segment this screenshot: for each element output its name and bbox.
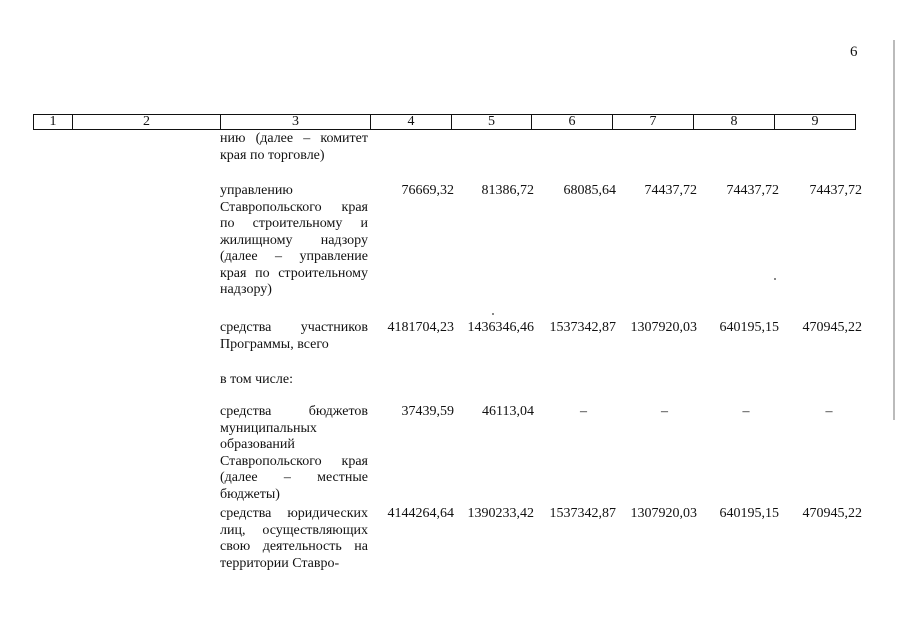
scan-mark (893, 40, 895, 420)
column-header-3: 3 (221, 115, 371, 130)
value-col-9: 470945,22 (802, 320, 862, 335)
row-description: нию (далее – комитет края по торговле) (220, 131, 368, 163)
column-header-8: 8 (694, 115, 775, 130)
column-header-1: 1 (34, 115, 73, 130)
value-col-7: – (661, 404, 668, 419)
value-col-7: 1307920,03 (630, 506, 697, 521)
value-col-7: 74437,72 (644, 183, 697, 198)
value-col-8: – (742, 404, 750, 419)
value-col-8: 640195,15 (719, 506, 779, 521)
value-col-6: 1537342,87 (549, 506, 616, 521)
value-col-8: 640195,15 (719, 320, 779, 335)
value-col-6: 1537342,87 (549, 320, 616, 335)
row-description: средства участников Программы, всего (220, 320, 368, 352)
value-col-9: – (825, 404, 833, 419)
value-col-9: 74437,72 (809, 183, 862, 198)
scan-mark (774, 278, 776, 280)
row-description: средства бюджетов муниципальных образований Ставропольского края (далее – местные бюджеты) (220, 404, 368, 502)
column-header-7: 7 (613, 115, 694, 130)
column-header-9: 9 (775, 115, 856, 130)
value-col-6: – (580, 404, 587, 419)
value-col-5: 81386,72 (481, 183, 534, 198)
value-col-4: 76669,32 (401, 183, 454, 198)
value-col-9: 470945,22 (802, 506, 862, 521)
column-number-header (33, 114, 856, 130)
page-number: 6 (850, 44, 858, 60)
value-col-5: 1436346,46 (467, 320, 534, 335)
column-header-4: 4 (371, 115, 452, 130)
value-col-4: 4181704,23 (387, 320, 454, 335)
value-col-6: 68085,64 (563, 183, 616, 198)
value-col-4: 4144264,64 (387, 506, 454, 521)
scan-mark (492, 313, 494, 315)
row-description: в том числе: (220, 372, 293, 387)
value-col-5: 46113,04 (482, 404, 534, 419)
value-col-8: 74437,72 (726, 183, 779, 198)
value-col-4: 37439,59 (401, 404, 454, 419)
row-description: средства юридических лиц, осуществляющих свою деятельность на территории Ставро- (220, 506, 368, 571)
value-col-5: 1390233,42 (467, 506, 534, 521)
row-description: управлению Ставропольского края по строительному и жилищному надзору (далее – управление края по строительному надзору) (220, 183, 368, 297)
column-header-2: 2 (73, 115, 221, 130)
value-col-7: 1307920,03 (630, 320, 697, 335)
column-header-5: 5 (452, 115, 532, 130)
column-header-6: 6 (532, 115, 613, 130)
